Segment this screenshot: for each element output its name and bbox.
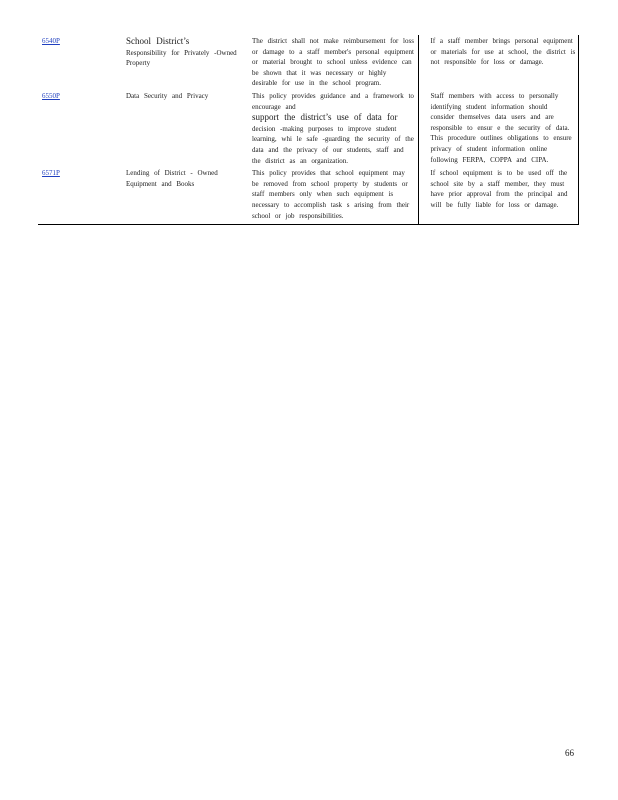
policy-table — [38, 35, 579, 225]
policy-purpose-text: This policy provides guidance and a framework to encourage and — [252, 91, 414, 111]
policy-title-cell — [122, 90, 248, 167]
policy-purpose-cell — [248, 167, 418, 224]
policy-guidance-cell — [418, 35, 578, 90]
policy-title-main: School District’s — [126, 36, 190, 46]
policy-purpose-text: decision -making purposes to improve student learning, whi le safe -guarding the security of the data and the privacy of our students, staff and the district as an organization. — [252, 124, 414, 165]
policy-title: Lending of District - Owned Equipment and Books — [126, 169, 218, 188]
policy-title-rest: Responsibility for Privately -Owned Property — [126, 48, 237, 68]
policy-guidance-cell — [418, 167, 578, 224]
guidance-text: If school equipment is to be used off the school site by a staff member, they must have prior approval from the principal and will be fully liable for loss or damage. — [430, 169, 568, 209]
guidance-text: If a staff member brings personal equipment or materials for use at school, the district is not responsible for loss or damage. — [430, 37, 576, 67]
policy-title: Data Security and Privacy — [126, 91, 209, 100]
policy-guidance-cell — [418, 90, 578, 167]
table-row — [38, 90, 578, 167]
policy-purpose-cell — [248, 90, 418, 167]
table-row — [38, 167, 578, 224]
guidance-bullet — [423, 168, 576, 210]
policy-title-cell — [122, 167, 248, 224]
policy-purpose-emphasis: support the district’s use of data for — [252, 112, 398, 123]
policy-code-link[interactable]: 6550P — [42, 91, 60, 100]
policy-code-cell — [38, 167, 122, 224]
policy-code-link[interactable]: 6540P — [42, 37, 60, 45]
policy-purpose-text: The district shall not make reimbursement for loss or damage to a staff member's personal equipment or material brought to school unless evidence can be shown that it was necessary or highly desirable for use in the school program. — [252, 37, 414, 88]
policy-purpose-text: This policy provides that school equipment may be removed from school property by students or staff members only when such equipment is necessary to accomplish task s arising from their school or job responsibilities. — [252, 169, 410, 220]
guidance-bullet — [423, 36, 576, 68]
policy-title-cell — [122, 35, 248, 90]
policy-code-link[interactable]: 6571P — [42, 169, 60, 178]
table-row — [38, 35, 578, 90]
policy-purpose-cell — [248, 35, 418, 90]
policy-code-cell — [38, 35, 122, 90]
page-number: 66 — [565, 748, 574, 758]
guidance-bullet — [423, 91, 576, 165]
guidance-text: Staff members with access to personally identifying student information should consider themselves data users and are responsible to ensur e the security of data. This procedure outlines obligations to ensure privacy of student information online following FERPA, COPPA and CIPA. — [430, 91, 572, 164]
policy-code-cell — [38, 90, 122, 167]
